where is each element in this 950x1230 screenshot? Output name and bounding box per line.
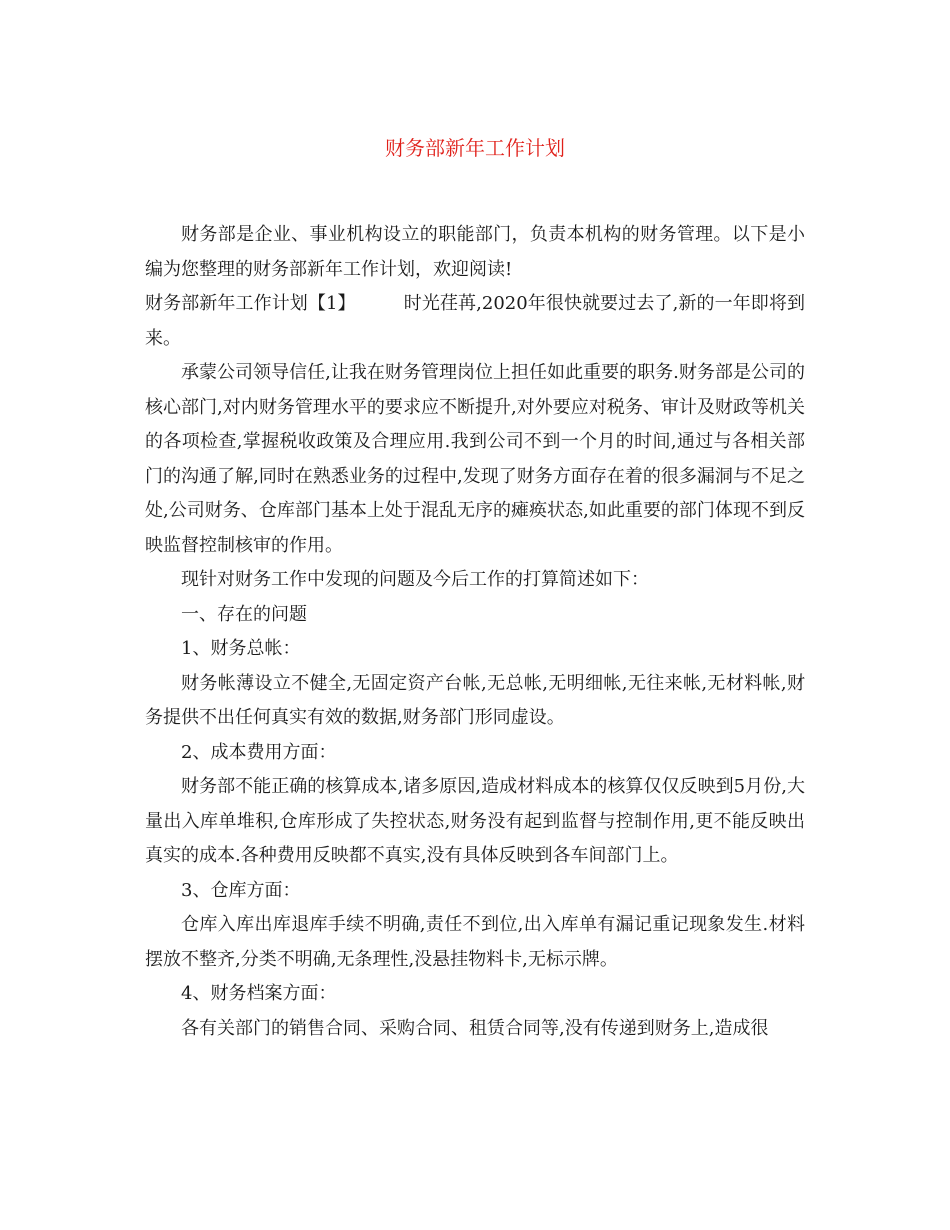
subheading-cost: 2、成本费用方面： (181, 741, 337, 763)
section-heading: 财务部新年工作计划【1】 (145, 293, 356, 314)
body-paragraph: 各有关部门的销售合同、采购合同、租赁合同等,没有传递到财务上,造成很 (181, 1017, 769, 1039)
body-paragraph: 财务部不能正确的核算成本,诸多原因,造成材料成本的核算仅仅反映到5月份,大量出入库单堆积,仓库形成了失控状态,财务没有起到监督与控制作用,更不能反映出真实的成本.各种费用反映都不真实,没有具体反映到各车间部门上。 (145, 776, 805, 866)
body-paragraph: 承蒙公司领导信任,让我在财务管理岗位上担任如此重要的职务.财务部是公司的核心部门,对内财务管理水平的要求应不断提升,对外要应对税务、审计及财政等机关的各项检查,掌握税收政策及合理应用.我到公司不到一个月的时间,通过与各相关部门的沟通了解,同时在熟悉业务的过程中,发现了财务方面存在着的很多漏洞与不足之处,公司财务、仓库部门基本上处于混乱无序的瘫痪状态,如此重要的部门体现不到反映监督控制核审的作用。 (145, 362, 805, 556)
document-title: 财务部新年工作计划 (385, 136, 565, 160)
section-heading-paragraph (145, 287, 805, 356)
subheading-archives: 4、财务档案方面： (181, 983, 337, 1004)
body-paragraph: 仓库入库出库退库手续不明确,责任不到位,出入库单有漏记重记现象发生.材料摆放不整齐,分类不明确,无条理性,没悬挂物料卡,无标示牌。 (145, 914, 805, 970)
subheading-warehouse: 3、仓库方面： (181, 879, 301, 901)
body-paragraph: 现针对财务工作中发现的问题及今后工作的打算简述如下： (181, 569, 649, 590)
intro-paragraph: 财务部是企业、事业机构设立的职能部门，负责本机构的财务管理。以下是小编为您整理的财务部新年工作计划，欢迎阅读! (145, 224, 805, 280)
subheading-ledger: 1、财务总帐： (181, 638, 301, 659)
section-heading-problems: 一、存在的问题 (181, 603, 307, 625)
document-body (145, 218, 805, 1046)
body-paragraph: 财务帐薄设立不健全,无固定资产台帐,无总帐,无明细帐,无往来帐,无材料帐,财务提供不出任何真实有效的数据,财务部门形同虚设。 (145, 672, 805, 728)
section-intro: 时光荏苒,2020年很快就要过去了,新的一年即将到来。 (145, 293, 806, 349)
